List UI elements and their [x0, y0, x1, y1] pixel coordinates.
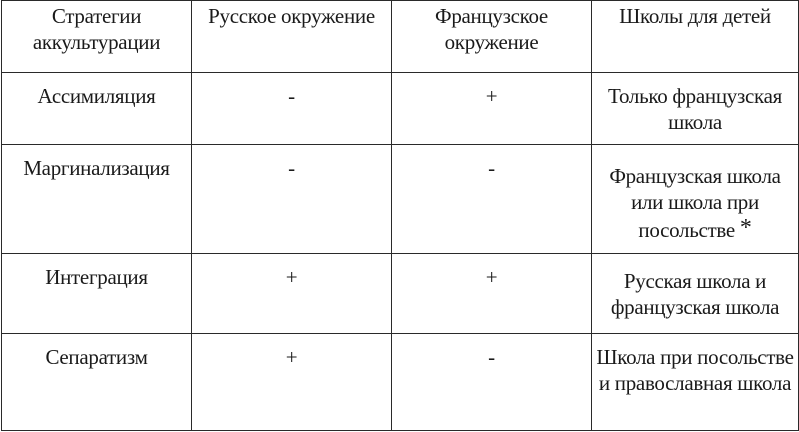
schools-cell — [592, 73, 799, 145]
strategy-cell: Интеграция — [2, 254, 192, 334]
acculturation-table — [1, 0, 799, 431]
russian-cell: - — [192, 73, 392, 145]
header-schools: Школы для детей — [592, 1, 799, 73]
schools-text: Школа при посольстве и православная школа — [596, 345, 794, 395]
table-row — [2, 73, 799, 145]
russian-cell: + — [192, 334, 392, 431]
table-row — [2, 254, 799, 334]
table-row — [2, 145, 799, 254]
french-cell: - — [392, 145, 592, 254]
schools-cell — [592, 145, 799, 254]
french-cell: - — [392, 334, 592, 431]
header-row — [2, 1, 799, 73]
strategy-cell: Маргинализация — [2, 145, 192, 254]
header-french-environment: Французское окружение — [392, 1, 592, 73]
header-russian-environment: Русское окружение — [192, 1, 392, 73]
table-row — [2, 334, 799, 431]
strategy-cell: Ассимиляция — [2, 73, 192, 145]
russian-cell: + — [192, 254, 392, 334]
footnote-asterisk: * — [739, 215, 752, 241]
strategy-cell: Сепаратизм — [2, 334, 192, 431]
header-strategy: Стратегии аккультурации — [2, 1, 192, 73]
french-cell: + — [392, 73, 592, 145]
russian-cell: - — [192, 145, 392, 254]
schools-text: Французская школа или школа при посольстве — [609, 164, 781, 242]
schools-text: Русская школа и французская школа — [610, 269, 780, 319]
schools-cell — [592, 254, 799, 334]
schools-text: Только французская школа — [608, 84, 782, 134]
french-cell: + — [392, 254, 592, 334]
schools-cell — [592, 334, 799, 431]
